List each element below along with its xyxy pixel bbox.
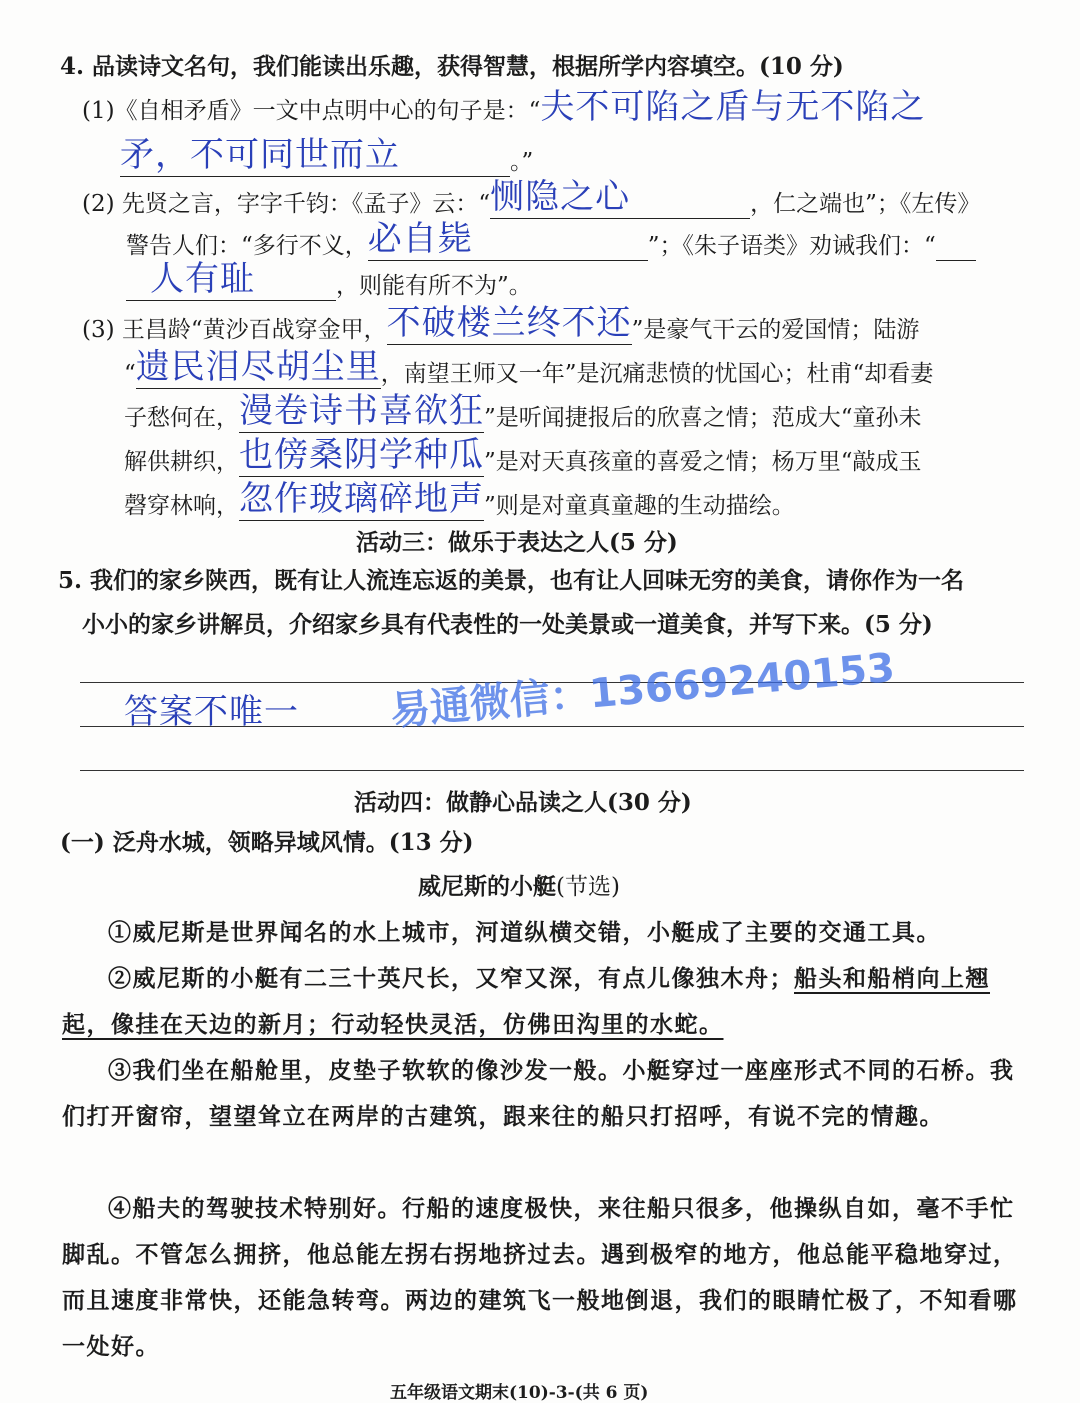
q4-part1-line2 (120, 135, 534, 177)
q4-stem: 4. 品读诗文名句，我们能读出乐趣，获得智慧，根据所学内容填空。(10 分) (60, 53, 844, 80)
q4-part2-line3 (126, 259, 532, 301)
q4-p2-text-c: 警告人们：“多行不义， (126, 233, 368, 259)
q4-p1-answer-a: 夫不可陷之盾与无不陷之 (540, 87, 926, 127)
q4-p3-text-d: ，南望王师又一年”是沉痛悲愤的忧国心；杜甫“却看妻 (380, 361, 934, 387)
q4-p2-blank-c (126, 259, 336, 301)
q4-p3-text-f: ”是听闻捷报后的欣喜之情；范成大“童孙未 (484, 405, 922, 431)
q4-p2-text-e: ，则能有所不为”。 (336, 273, 532, 299)
q4-part3-line5 (124, 479, 795, 521)
q4-part3-line2 (124, 347, 934, 389)
q5-line2: 小小的家乡讲解员，介绍家乡具有代表性的一处美景或一道美食，并写下来。(5 分) (82, 611, 933, 638)
q4-p3-text-g: 解供耕织， (124, 449, 239, 475)
q4-p2-blank-a (490, 177, 750, 219)
q4-p3-text-j: ”则是对童真童趣的生动描绘。 (484, 493, 795, 519)
q5-handwritten-answer: 答案不唯一 (124, 692, 299, 732)
q4-p2-blank-b (367, 219, 648, 261)
article-title-note: (节选) (556, 874, 620, 900)
q4-p3-answer-b: 遗民泪尽胡尘里 (135, 347, 381, 387)
page-footer: 五年级语文期末(10)-3-(共 6 页) (390, 1383, 649, 1403)
q4-p3-answer-e: 忽作玻璃碎地声 (239, 479, 484, 519)
q4-p1-text: (1)《自相矛盾》一文中点明中心的句子是：“ (82, 98, 541, 124)
paragraph-2-underlined-a: 船头和船梢向上翘 (794, 965, 990, 992)
q4-part3-line3 (124, 391, 922, 433)
q4-p3-blank-d (239, 435, 484, 477)
q4-part3-line4 (124, 435, 922, 477)
article-title: 威尼斯的小艇 (418, 873, 556, 900)
paragraph-2 (62, 956, 1022, 1048)
q4-p3-blank-a (386, 303, 632, 345)
q4-p3-answer-a: 不破楼兰终不还 (386, 303, 632, 343)
q5-line1: 5. 我们的家乡陕西，既有让人流连忘返的美景，也有让人回味无穷的美食，请你作为一名 (58, 567, 965, 594)
q4-p1-blank (120, 135, 510, 177)
paragraph-2-text: ②威尼斯的小艇有二三十英尺长，又窄又深，有点儿像独木舟； (108, 965, 794, 992)
q4-p2-blank-c-start (936, 260, 976, 261)
q4-p2-answer-a: 恻隐之心 (490, 177, 631, 217)
q4-p3-text-a: (3) 王昌龄“黄沙百战穿金甲， (82, 317, 387, 343)
q4-p2-answer-c: 人有耻 (150, 259, 255, 299)
paragraph-3: ③我们坐在船舱里，皮垫子软软的像沙发一般。小艇穿过一座座形式不同的石桥。我们打开窗帘，望望耸立在两岸的古建筑，跟来往的船只打招呼，有说不完的情趣。 (62, 1057, 1015, 1130)
q4-p3-blank-e (239, 479, 484, 521)
activity3-heading: 活动三：做乐于表达之人(5 分) (356, 529, 678, 556)
q4-p3-text-c: “ (124, 361, 136, 387)
q4-p3-text-b: ”是豪气干云的爱国情；陆游 (631, 317, 920, 343)
q4-part2-line1 (82, 177, 981, 219)
q4-p1-end: 。” (510, 149, 534, 175)
q4-part3-line1 (82, 303, 920, 345)
q4-p3-answer-d: 也傍桑阴学种瓜 (239, 435, 484, 475)
q4-p3-blank-b (135, 347, 381, 389)
paragraph-4: ④船夫的驾驶技术特别好。行船的速度极快，来往船只很多，他操纵自如，毫不手忙脚乱。不管怎么拥挤，他总能左拐右拐地挤过去。遇到极窄的地方，他总能平稳地穿过，而且速度非常快，还能急转弯。两边的建筑飞一般地倒退，我们的眼睛忙极了，不知看哪一处好。 (62, 1195, 1018, 1360)
activity4-heading: 活动四：做静心品读之人(30 分) (354, 789, 692, 816)
q4-p2-text-a: (2) 先贤之言，字字千钧：《孟子》云：“ (82, 191, 491, 217)
q4-part1-line1 (82, 87, 926, 127)
q4-p3-blank-c (239, 391, 484, 433)
answer-line-3 (80, 770, 1024, 771)
section1-title: (一) 泛舟水城，领略异域风情。(13 分) (60, 829, 474, 856)
q4-part2-line2 (126, 219, 976, 261)
q4-p1-answer-b: 矛，不可同世而立 (120, 135, 400, 175)
paragraph-1: ①威尼斯是世界闻名的水上城市，河道纵横交错，小艇成了主要的交通工具。 (108, 919, 941, 946)
q4-p2-answer-b: 必自毙 (367, 219, 473, 259)
q4-p2-text-d: ”；《朱子语类》劝诫我们：“ (647, 233, 936, 259)
paragraph-2-underlined-b: 起，像挂在天边的新月；行动轻快灵活，仿佛田沟里的水蛇。 (62, 1011, 724, 1038)
q4-p2-text-b: ，仁之端也”；《左传》 (750, 191, 981, 217)
watermark: 易通微信：13669240153 (388, 644, 897, 735)
q4-p3-text-h: ”是对天真孩童的喜爱之情；杨万里“敲成玉 (484, 449, 922, 475)
article-title-line (418, 872, 620, 902)
q4-p3-text-e: 子愁何在， (124, 405, 239, 431)
q4-p3-text-i: 磬穿林响， (124, 493, 239, 519)
q4-p3-answer-c: 漫卷诗书喜欲狂 (239, 391, 484, 431)
